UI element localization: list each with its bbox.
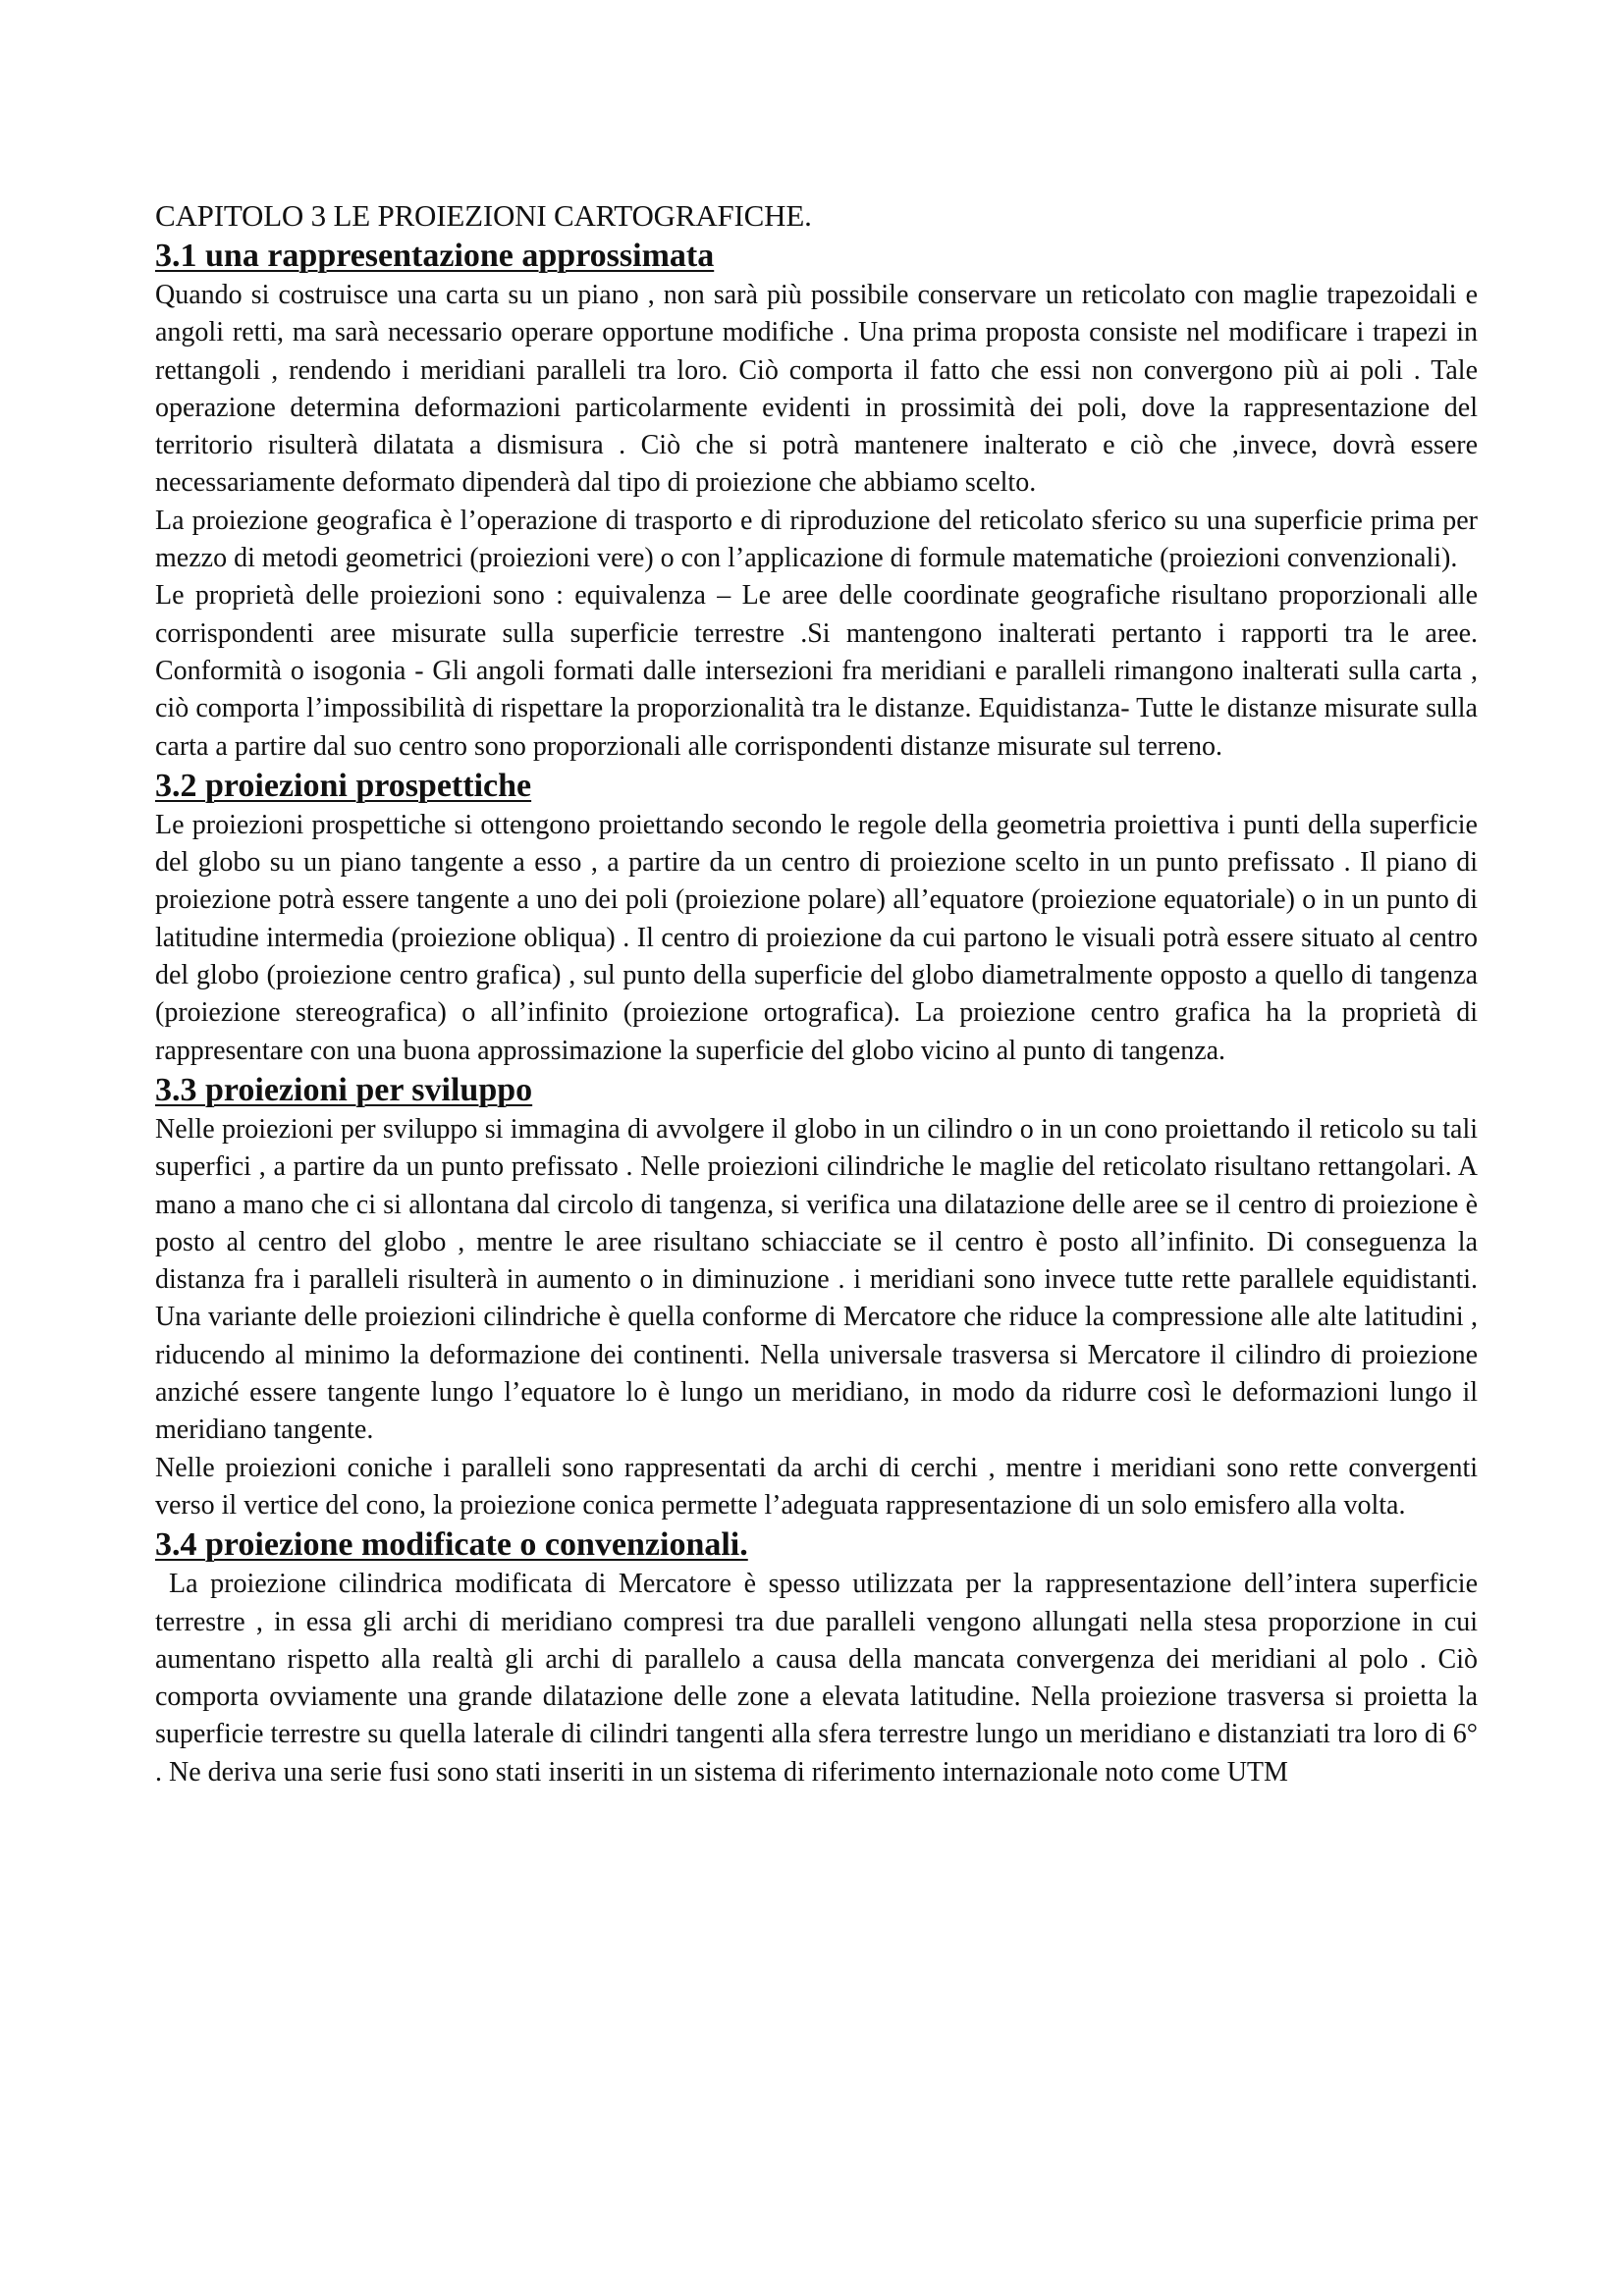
chapter-title: CAPITOLO 3 LE PROIEZIONI CARTOGRAFICHE. xyxy=(155,198,812,233)
paragraph: Nelle proiezioni coniche i paralleli sono rappresentati da archi di cerchi , mentre i meridiani sono rette convergenti verso il vertice del cono, la proiezione conica permette l’adeguata rappresentazione di un solo emisfero alla volta. xyxy=(155,1452,1478,1521)
page-content xyxy=(155,196,1478,1791)
paragraph: La proiezione geografica è l’operazione di trasporto e di riproduzione del reticolato sferico su una superficie prima per mezzo di metodi geometrici (proiezioni vere) o con l’applicazione di formule matematiche (proiezioni convenzionali). xyxy=(155,505,1478,574)
section-heading: 3.3 proiezioni per sviluppo xyxy=(155,1071,533,1108)
paragraph: Le proiezioni prospettiche si ottengono proiettando secondo le regole della geometria proiettiva i punti della superficie del globo su un piano tangente a esso , a partire da un centro di proiezione scelto in un punto prefissato . Il piano di proiezione potrà essere tangente a uno dei poli (proiezione polare) all’equatore (proiezione equatoriale) o in un punto di latitudine intermedia (proiezione obliqua) . Il centro di proiezione da cui partono le visuali potrà essere situato al centro del globo (proiezione centro grafica) , sul punto della superficie del globo diametralmente opposto a quello di tangenza (proiezione stereografica) o all’infinito (proiezione ortografica). La proiezione centro grafica ha la proprietà di rappresentare con una buona approssimazione la superficie del globo vicino al punto di tangenza. xyxy=(155,809,1478,1066)
paragraph: La proiezione cilindrica modificata di Mercatore è spesso utilizzata per la rappresentazione dell’intera superficie terrestre , in essa gli archi di meridiano compresi tra due paralleli vengono allungati nella stesa proporzione in cui aumentano rispetto alla realtà gli archi di parallelo a causa della mancata convergenza dei meridiani al polo . Ciò comporta ovviamente una grande dilatazione delle zone a elevata latitudine. Nella proiezione trasversa si proietta la superficie terrestre su quella laterale di cilindri tangenti alla sfera terrestre lungo un meridiano e distanziati tra loro di 6° . Ne deriva una serie fusi sono stati inseriti in un sistema di riferimento internazionale noto come UTM xyxy=(155,1569,1478,1788)
section-heading: 3.1 una rappresentazione approssimata xyxy=(155,238,715,274)
section-heading: 3.2 proiezioni prospettiche xyxy=(155,767,532,804)
paragraph: Quando si costruisce una carta su un piano , non sarà più possibile conservare un reticolato con maglie trapezoidali e angoli retti, ma sarà necessario operare opportune modifiche . Una prima proposta consiste nel modificare i trapezi in rettangoli , rendendo i meridiani paralleli tra loro. Ciò comporta il fatto che essi non convergono più ai poli . Tale operazione determina deformazioni particolarmente evidenti in prossimità dei poli, dove la rappresentazione del territorio risulterà dilatata a dismisura . Ciò che si potrà mantenere inalterato e ciò che ,invece, dovrà essere necessariamente deformato dipenderà dal tipo di proiezione che abbiamo scelto. xyxy=(155,280,1478,499)
section-heading: 3.4 proiezione modificate o convenzionali. xyxy=(155,1526,748,1564)
paragraph: Nelle proiezioni per sviluppo si immagina di avvolgere il globo in un cilindro o in un cono proiettando il reticolo su tali superfici , a partire da un punto prefissato . Nelle proiezioni cilindriche le maglie del reticolato risultano rettangolari. A mano a mano che ci si allontana dal circolo di tangenza, si verifica una dilatazione delle aree se il centro di proiezione è posto al centro del globo , mentre le aree risultano schiacciate se il centro è posto all’infinito. Di conseguenza la distanza fra i paralleli risulterà in aumento o in diminuzione . i meridiani sono invece tutte rette parallele equidistanti. Una variante delle proiezioni cilindriche è quella conforme di Mercatore che riduce la compressione alle alte latitudini , riducendo al minimo la deformazione dei continenti. Nella universale trasversa si Mercatore il cilindro di proiezione anziché essere tangente lungo l’equatore lo è lungo un meridiano, in modo da ridurre così le deformazioni lungo il meridiano tangente. xyxy=(155,1113,1478,1446)
paragraph: Le proprietà delle proiezioni sono : equivalenza – Le aree delle coordinate geografiche risultano proporzionali alle corrispondenti aree misurate sulla superficie terrestre .Si mantengono inalterati pertanto i rapporti tra le aree. Conformità o isogonia - Gli angoli formati dalle intersezioni fra meridiani e paralleli rimangono inalterati sulla carta , ciò comporta l’impossibilità di rispettare la proporzionalità tra le distanze. Equidistanza- Tutte le distanze misurate sulla carta a partire dal suo centro sono proporzionali alle corrispondenti distanze misurate sul terreno. xyxy=(155,580,1478,762)
